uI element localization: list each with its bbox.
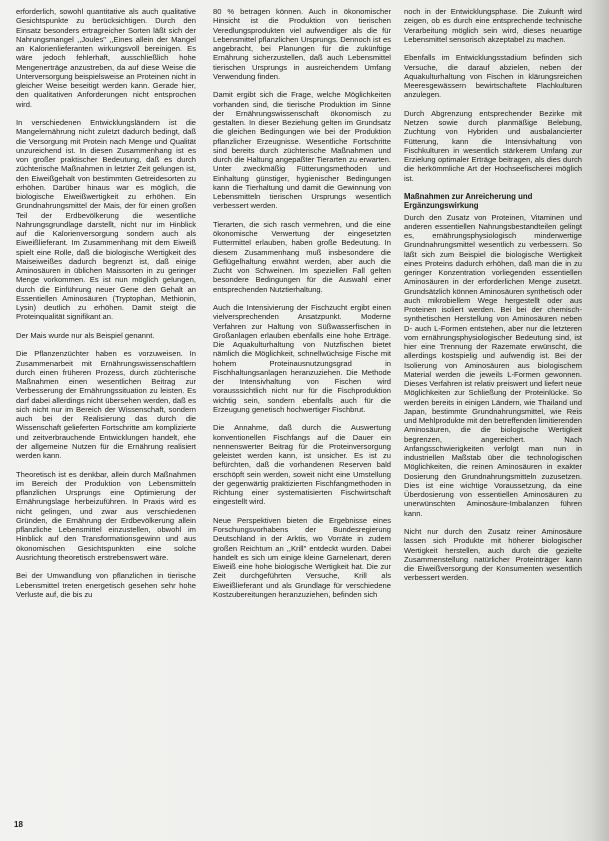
paragraph: noch in der Entwicklungsphase. Die Zukunft wird zeigen, ob es durch eine entsprechende technische Verarbeitung möglich sein wird, dieses neuartige Lebensmittel sensorisch akzeptabel zu machen. bbox=[404, 7, 582, 44]
paragraph: Durch Abgrenzung entsprechender Bezirke mit Netzen sowie durch planmäßige Belebung, Zuchtung von Hybriden und ausbalancierter Fütterung, kann die Intensivhaltung von Fischkulturen in wesentlich stärkerem Umfang zur Erzielung optimaler Erträge beitragen, als dies durch die herkömmliche Art der Hochseefischerei möglich ist. bbox=[404, 108, 582, 183]
paragraph: Neue Perspektiven bieten die Ergebnisse eines Forschungsvorhabens der Bundesregierung Deutschland in der Arktis, wo Vorräte in zudem großen Reichtum an ,,Krill" entdeckt wurden. Dabei handelt es sich um einige kleine Garnelenart, deren Eiweiß eine hohe biologische Wertigkeit hat. Die zur Zeit durchgeführten Versuche, Krill als Eiweißlieferant und als Grundlage für verschiedene Kostzubereitungen heranzuziehen, befinden sich bbox=[213, 515, 391, 599]
text-column-right bbox=[404, 7, 582, 583]
paragraph: 80 % betragen können. Auch in ökonomischer Hinsicht ist die Produktion von tierischen Veredlungsprodukten viel aufwendiger als die für Lebensmittel pflanzlichen Ursprungs. Dennoch ist es angebracht, bei Planungen für die zukünftige Ernährung sicherzustellen, daß auch Lebensmittel tierischen Ursprungs in ausreichendem Umfang Verwendung finden. bbox=[213, 7, 391, 81]
paragraph: Durch den Zusatz von Proteinen, Vitaminen und anderen essentiellen Nahrungsbestandteilen gelingt es, ernährungsphysiologisch minderwertige Grundnahrungsmittel wesentlich zu verbessern. So läßt sich zum Beispiel die biologische Wertigkeit eines Proteins dadurch erhöhen, daß man die in zu geringer Konzentration vorliegenden essentiellen Aminosäuren in der erforderlichen Menge zusetzt. Grundsätzlich können Aminosäuren synthetisch oder auch mikrobiellem Wege hergestellt oder aus Proteinen isoliert werden. Bei bei der chemisch-synthetischen Herstellung von Aminosäuren neben D- auch L-Formen entstehen, aber nur die letzteren vom ernährungsphysiologischer Bedeutung sind, ist hier eine Trennung der Razemate erwünscht, die allerdings kostspielig und aufwendig ist. Bei der Isolierung von Aminosäuren aus biologischem Material werden die jeweils L-Formen gewonnen. Dieses Verfahren ist relativ preiswert und liefert neue Möglichkeiten zur Schließung der Proteinlücke. So werden bereits in einigen Ländern, wie Thailand und Japan, bestimmte Grundnahrungsmittel, wie Reis und Mehlprodukte mit den betreffenden limitierenden Aminosäuren, die die biologische Wertigkeit begrenzen, angereichert. Nach Anfangsschwierigkeiten verfolgt man nun in industriellen Maßstab über die technologischen Möglichkeiten, die reinen Aminosäuren in exakter Dosierung den Grundnahrungsmitteln zuzusetzen. Dies ist eine wichtige Voraussetzung, da eine Überdosierung von essentiellen Aminosäuren zu unerwünschten Aminosäure-Imbalanzen führen kann. bbox=[404, 212, 582, 518]
paragraph: Theoretisch ist es denkbar, allein durch Maßnahmen im Bereich der Produktion von Lebensmitteln pflanzlichen Ursprungs eine Optimierung der Ernährungslage herbeizuführen. In Praxis wird es nicht gelingen, und zwar aus verschiedenen Gründen, die Ernährung der Erdbevölkerung allein pflanzliche Lebensmittel einzustellen, obwohl im Hinblick auf den Transformationsgewinn und aus ökonomischen Gesichtspunkten eine solche Ausrichtung theoretisch erstrebenswert wäre. bbox=[16, 469, 196, 562]
paragraph: Auch die Intensivierung der Fischzucht ergibt einen vielversprechenden Ansatzpunkt. Moderne Verfahren zur Haltung von Süßwasserfischen in Großanlagen erlauben ebenfalls eine hohe Erträge. Die Aquakulturhaltung von Nutzfischen bietet nämlich die Möglichkeit, schnellwüchsige Fische mit hohem Proteinausnutzungsgrad in Fischhaltungsanlagen heranzuziehen. Die Methode der Intensivhaltung von Fischen wird vorausssichtlich nicht nur für die Fischproduktion wichtig sein, sondern ebenfalls auch für die Erzeugung genetisch hochwertiger Fischbrut. bbox=[213, 303, 391, 414]
paragraph: Nicht nur durch den Zusatz reiner Aminosäure lassen sich Produkte mit höherer biologischer Wertigkeit herstellen, auch durch die gezielte Zusammenstellung natürlicher Proteinträger kann die Eiweißversorgung der Konsumenten wesentlich verbessert werden. bbox=[404, 527, 582, 583]
paragraph: Die Annahme, daß durch die Auswertung konventionellen Fischfangs auf die Dauer ein nennenswerter Beitrag für die Proteinversorgung geleistet werden kann, ist unsicher. Es ist zu befürchten, daß die vorhandenen Reserven bald erschöpft sein werden, soweit nicht eine Umstellung der gegenwärtig praktizierten Fischfangmethoden in Richtung einer systematisierten Fischwirtschaft eingestellt wird. bbox=[213, 423, 391, 507]
paragraph: Tierarten, die sich rasch vermehren, und die eine ökonomische Verwertung der eingesetzten Futtermittel erlauben, haben große Bedeutung. In diesem Zusammenhang muß insbesondere die Geflügelhaltung erwähnt werden, aber auch die Zucht von Schweinen. Im speziellen Fall gelten besondere Bedingungen für die Auswahl einer entsprechenden Nutztierhaltung. bbox=[213, 219, 391, 294]
paragraph: Der Mais wurde nur als Beispiel genannt. bbox=[16, 330, 155, 340]
binding-shadow bbox=[591, 0, 609, 841]
section-heading: Maßnahmen zur Anreicherung und Ergänzungswirkung bbox=[404, 192, 533, 211]
paragraph: Ebenfalls im Entwicklungsstadium befinden sich Versuche, die darauf abzielen, neben der Aquakulturhaltung von Fischen in klärungsreichen Meeresgewässern bewirtschaftete Flachkulturen anzulegen. bbox=[404, 53, 582, 100]
page-number: 18 bbox=[14, 820, 23, 829]
text-column-left bbox=[16, 7, 196, 599]
paragraph: Die Pflanzenzüchter haben es vorzuweisen. In Zusammenarbeit mit Ernährungswissenschaftlern durch einen früheren Prozess, durch züchterische Maßnahmen einen wesentlichen Beitrag zur Verbesserung der Ernährungssituation zu leisten. Es darf dabei allerdings nicht übersehen werden, daß es sich nicht nur im Bereich der Wissenschaft, sondern auch bei der Realisierung das durch die Wissenschaft gelieferten Fortschritte am komplizierte und zeitverbrauchende Entwicklungen handelt, ehe der allgemeine Nutzen für die Ernährung realisiert werden kann. bbox=[16, 349, 196, 460]
paragraph: Damit ergibt sich die Frage, welche Möglichkeiten vorhanden sind, die tierische Produktion im Sinne der Ernährungswissenschaft ökonomisch zu gestalten. In dieser Beziehung gelten im Grundsatz die gleichen Bedingungen wie bei der Produktion pflanzlicher Erzeugnisse. Wesentliche Fortschritte sind bereits durch züchterische Maßnahmen und durch die Haltung angepaßter Tierarten zu erwarten. Unter zweckmäßig Fütterungsmethoden und Einhaltung günstiger, hygienischer Bedingungen kann die Tierhaltung und damit die Gewinnung von Lebensmitteln tierischen Ursprungs wesentlich verbessert werden. bbox=[213, 90, 391, 211]
paragraph: Bei der Umwandlung von pflanzlichen in tierische Lebensmittel treten energetisch gesehen sehr hohe Verluste auf, die bis zu bbox=[16, 571, 196, 599]
paragraph: In verschiedenen Entwicklungsländern ist die Mangelernährung nicht zuletzt dadurch bedingt, daß die Versorgung mit Protein nach Menge und Qualität unzureichend ist. In diesen Zusammenhang ist es von großer praktischer Bedeutung, daß es durch züchterische Maßnahmen in letzter Zeit gelungen ist, den Eiweißgehalt von bestimmten Getreidesorten zu erhöhen. Darüber hinaus war es möglich, die biologische Eiweißwertigkeit zu erhöhen. Ein Grundnahrungsmittel der Mais, der für einen großen Teil der Erdbevölkerung die wesentliche Nahrungsgrundlage darstellt, nicht nur im Hinblick auf die Kalorienversorgung sondern auch als Eiweißlieferant. Im Zusammenhang mit dem Eiweiß spielt eine Rolle, daß die biologische Wertigkeit des Maiseiweißes dadurch begrenzt ist, daß einige Aminosäuren in üblichen Maissorten in zu geringer Menge vorkommen. Es ist nun möglich gelungen, durch die Einführung neuer Gene den Gehalt an Essentiellen Aminosäuren (Tryptophan, Methionin, Lysin) deutlich zu erhöhen. Damit steigt die Proteinqualität signifikant an. bbox=[16, 118, 196, 322]
text-column-middle bbox=[213, 7, 391, 599]
paragraph: erforderlich, sowohl quantitative als auch qualitative Gesichtspunkte zu berücksichtigen. Durch den Einsatz besonders ertragreicher Sorten läßt sich der Nahrungsmangel ,,Joules" ,,Eines allein der Mangel an Kalorienlieferanten wirkungsvoll bereinigen. Es wäre jedoch fehlerhaft, ausschließlich hohe Mengenerträge anzustreben, da auf diese Weise die Unterversorgung beispielsweise an Proteinen nicht in gleicher Weise beseitigt werden kann. Gerade hier, den qualitativen Anforderungen nicht entsprochen wird. bbox=[16, 7, 196, 109]
